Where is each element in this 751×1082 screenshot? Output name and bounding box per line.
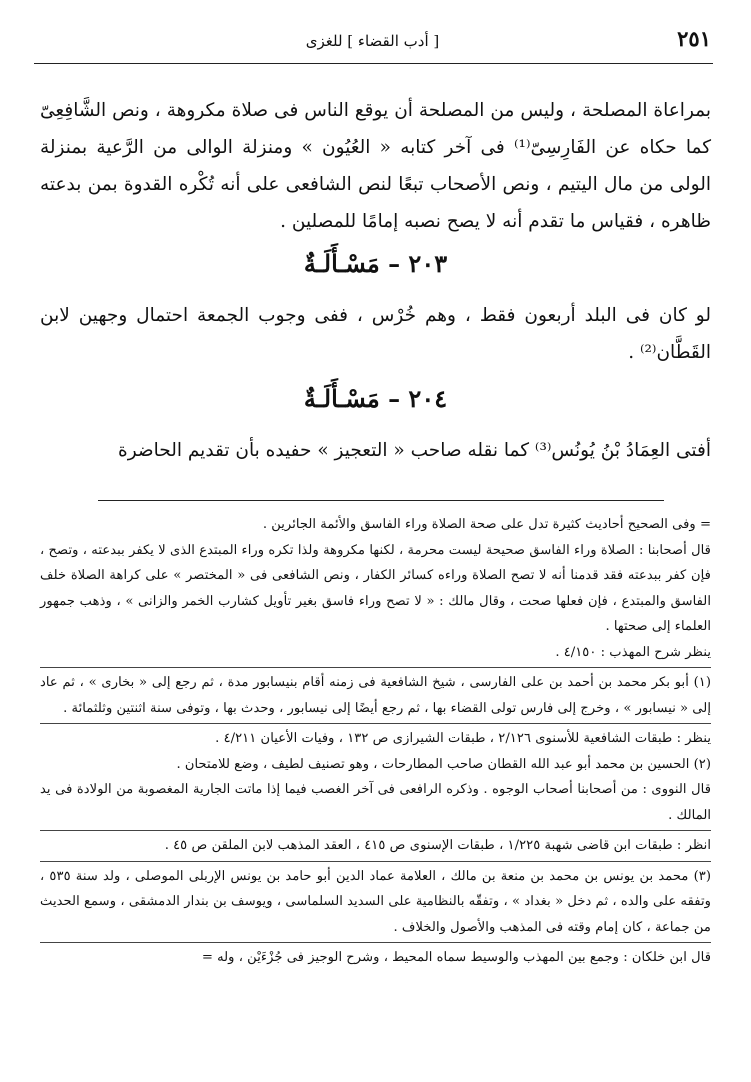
issue-203-heading-wrap	[40, 245, 711, 285]
footnote-1: (١) أبو بكر محمد بن أحمد بن على الفارسى ، شيخ الشافعية فى زمنه أقام بنيسابور مدة ، ثم رجع إلى « بخارى » ، ثم عاد إلى « نيسابور » ، وخرج إلى فارس تولى القضاء بها ، ثم رجع أيضًا إلى نيسابور ، وحدث بها ، وتوفى سنة اثنتين وثلثمائة .	[40, 675, 711, 716]
issue-203-heading: ٢٠٣ – مَسْـأَلَـةٌ	[303, 249, 448, 278]
issue-204-text: أفتى العِمَادُ بْنُ يُونُس⁽³⁾ كما نقله صاحب « التعجيز » حفيده بأن تقديم الحاضرة	[118, 440, 711, 461]
footnote-continued: = وفى الصحيح أحاديث كثيرة تدل على صحة الصلاة وراء الفاسق والأئمة الجائرين .	[262, 517, 711, 532]
main-paragraph	[40, 92, 711, 240]
footnote-3: (٣) محمد بن يونس بن محمد بن منعة بن مالك ، العلامة عماد الدين أبو حامد بن يونس الإربلى الموصلى ، ولد سنة ٥٣٥ ، وتفقه على والده ، ثم دخل « بغداد » ، وتفقّه بالنظامية على السديد السلماسى ، ويوسف بن بندار الدمشقى ، وسمع الحديث من جماعة ، كان إمام وقته فى المذهب والأصول والخلاف .	[40, 868, 711, 935]
footnote-2-nawawi: قال النووى : من أصحابنا أصحاب الوجوه . وذكره الرافعى فى آخر الغصب فيما إذا ماتت الجارية المغصوبة من الولادة فى يد المالك .	[40, 782, 711, 823]
footnote-separator	[40, 942, 711, 943]
footnote-2: (٢) الحسين بن محمد أبو عبد الله القطان صاحب المطارحات ، وهو تصنيف لطيف ، وضع للامتحان .	[176, 756, 711, 772]
issue-203-text: لو كان فى البلد أربعون فقط ، وهم خُرْس ، ففى وجوب الجمعة احتمال وجهين لابن القَطَّان⁽²⁾ .	[40, 305, 711, 363]
footnote-separator	[40, 861, 711, 862]
issue-204-heading: ٢٠٤ – مَسْـأَلَـةٌ	[303, 384, 448, 413]
footnote-3-khallikan: قال ابن خلكان : وجمع بين المهذب والوسيط سماه المحيط ، وشرح الوجيز فى جُزْءَيْن ، وله =	[201, 950, 711, 965]
footnote-rule	[98, 500, 664, 501]
footnote-ref-muhadhdhab: ينظر شرح المهذب : ٤/١٥٠ .	[555, 644, 711, 660]
footnote-separator	[40, 723, 711, 724]
footnotes	[40, 512, 711, 971]
running-title: [ أدب القضاء ] للغزى	[305, 32, 440, 50]
page-header	[34, 26, 711, 60]
page-number: ٢٥١	[677, 26, 711, 51]
footnote-separator	[40, 667, 711, 668]
issue-204-heading-wrap	[40, 380, 711, 420]
footnote-2-refs: انظر : طبقات ابن قاضى شهبة ١/٢٢٥ ، طبقات الإسنوى ص ٤١٥ ، العقد المذهب لابن الملقن ص ٤٥ .	[164, 838, 711, 853]
issue-204-body	[40, 432, 711, 469]
issue-203-body	[40, 297, 711, 371]
footnote-ashabuna: قال أصحابنا : الصلاة وراء الفاسق صحيحة ليست محرمة ، لكنها مكروهة ولذا تكره وراء المبتدع الذى لا يكفر ببدعته ، وتصح ، فإن كفر ببدعته فقد قدمنا أنه لا تصح الصلاة وراءه كسائر الكفار ، ونص الشافعى فى « المختصر » على كراهة الصلاة خلف الفاسق والمبتدع ، فإن فعلها صحت ، وقال مالك : « لا تصح وراء فاسق بغير تأويل كشارب الخمر والزانى » ، وذهب جمهور العلماء إلى صحتها .	[40, 542, 711, 634]
paragraph-1: بمراعاة المصلحة ، وليس من المصلحة أن يوقع الناس فى صلاة مكروهة ، ونص الشَّافِعِىّ كما حكاه عن الفَارِسِىّ⁽¹⁾ فى آخر كتابه « العُيُون » ومنزلة الوالى من الرَّعية بمنزلة الولى من مال اليتيم ، ونص الأصحاب تبعًا لنص الشافعى على أنه تُكْره القدوة بمن بدعته ظاهره ، فقياس ما تقدم أنه لا يصح نصبه إمامًا للمصلين .	[40, 100, 712, 232]
footnote-separator	[40, 830, 711, 831]
footnote-1-refs: ينظر : طبقات الشافعية للأسنوى ٢/١٢٦ ، طبقات الشيرازى ص ١٣٢ ، وفيات الأعيان ٤/٢١١ .	[215, 731, 711, 746]
header-rule	[34, 63, 713, 64]
